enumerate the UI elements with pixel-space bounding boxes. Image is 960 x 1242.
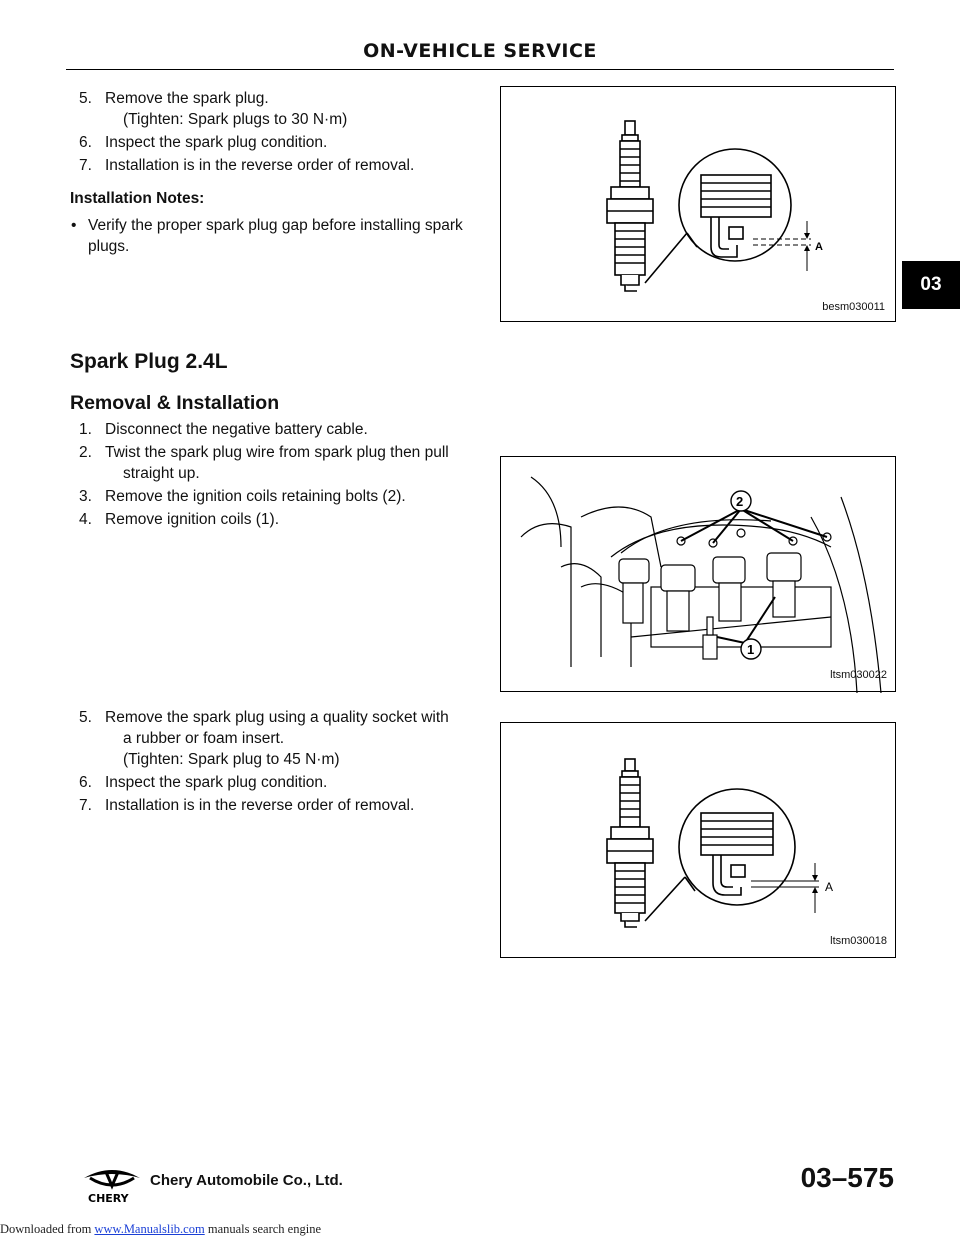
step-5-remove-plug: [79, 707, 479, 770]
arrow-down-icon: [804, 233, 810, 239]
step-subtext: a rubber or foam insert.: [123, 730, 285, 747]
section-subtitle: Removal & Installation: [70, 392, 280, 414]
step-text: Remove the spark plug using a quality socket with: [105, 709, 449, 726]
step-6-inspect: [79, 772, 479, 793]
download-suffix: manuals search engine: [207, 1222, 321, 1236]
step-text: Remove ignition coils (1).: [105, 511, 280, 528]
step-torque: (Tighten: Spark plug to 45 N·m): [123, 751, 340, 768]
step-text: Remove the spark plug.: [105, 90, 269, 107]
step-text: Disconnect the negative battery cable.: [105, 421, 368, 438]
callout-1: 1: [747, 642, 755, 657]
arrow-up-icon: [804, 245, 810, 251]
section-title: Spark Plug 2.4L: [70, 350, 228, 373]
step-number: 2.: [79, 444, 92, 461]
step-text: Remove the ignition coils retaining bolts (2).: [105, 488, 406, 505]
step-number: 1.: [79, 421, 92, 438]
step-number: 7.: [79, 157, 92, 174]
step-5-remove: [79, 88, 479, 130]
footer-company: Chery Automobile Co., Ltd.: [150, 1172, 343, 1189]
step-7-install: [79, 795, 479, 816]
step-text: Inspect the spark plug condition.: [105, 774, 328, 791]
chery-logo-icon: [80, 1164, 144, 1204]
arrow-up-icon: [812, 887, 818, 893]
logo-text: CHERY: [88, 1192, 129, 1204]
step-3-bolts: [79, 486, 479, 507]
step-text: Installation is in the reverse order of removal.: [105, 157, 415, 174]
spark-plug-illustration: [501, 723, 897, 959]
figure-spark-plug-gap: [500, 86, 896, 322]
step-number: 5.: [79, 709, 92, 726]
download-prefix: Downloaded from: [0, 1222, 92, 1236]
step-number: 5.: [79, 90, 92, 107]
arrow-down-icon: [812, 875, 818, 881]
gap-label-a: A: [825, 880, 834, 894]
download-banner: [0, 1222, 321, 1237]
step-text: Installation is in the reverse order of removal.: [105, 797, 415, 814]
step-1-disconnect: [79, 419, 479, 440]
step-number: 6.: [79, 774, 92, 791]
plug-steps: [79, 707, 479, 818]
step-text: Twist the spark plug wire from spark plug then pull: [105, 444, 449, 461]
spark-plug-illustration: [501, 87, 897, 323]
section1-text: [79, 88, 479, 178]
step-number: 4.: [79, 511, 92, 528]
removal-steps: [79, 419, 479, 532]
note-item: [70, 215, 470, 257]
callout-2: 2: [736, 494, 744, 509]
notes-heading: Installation Notes:: [70, 190, 205, 207]
step-number: 3.: [79, 488, 92, 505]
step-6-inspect: [79, 132, 479, 153]
step-2-twist: [79, 442, 479, 484]
step-text: Inspect the spark plug condition.: [105, 134, 328, 151]
step-number: 7.: [79, 797, 92, 814]
figure-ignition-coils: [500, 456, 896, 692]
bullet-icon: •: [71, 217, 77, 234]
gap-label-a: A: [815, 241, 823, 253]
step-7-install: [79, 155, 479, 176]
step-subtext: (Tighten: Spark plugs to 30 N·m): [123, 111, 348, 128]
manualslib-link[interactable]: www.Manualslib.com: [94, 1222, 205, 1236]
figure-spark-plug-gap-2: [500, 722, 896, 958]
header-divider: [66, 69, 894, 70]
figure-id: ltsm030022: [830, 669, 887, 681]
figure-id: besm030011: [822, 301, 885, 313]
chapter-tab: 03: [902, 261, 960, 309]
step-number: 6.: [79, 134, 92, 151]
step-subtext: straight up.: [123, 465, 200, 482]
page-number: 03–575: [800, 1162, 894, 1193]
installation-notes: [70, 178, 470, 257]
figure-id: ltsm030018: [830, 935, 887, 947]
note-text: Verify the proper spark plug gap before installing spark plugs.: [88, 217, 463, 255]
page-header-title: ON-VEHICLE SERVICE: [363, 40, 597, 62]
chery-logo: [80, 1164, 144, 1209]
engine-ignition-illustration: [501, 457, 897, 693]
step-4-coils: [79, 509, 479, 530]
